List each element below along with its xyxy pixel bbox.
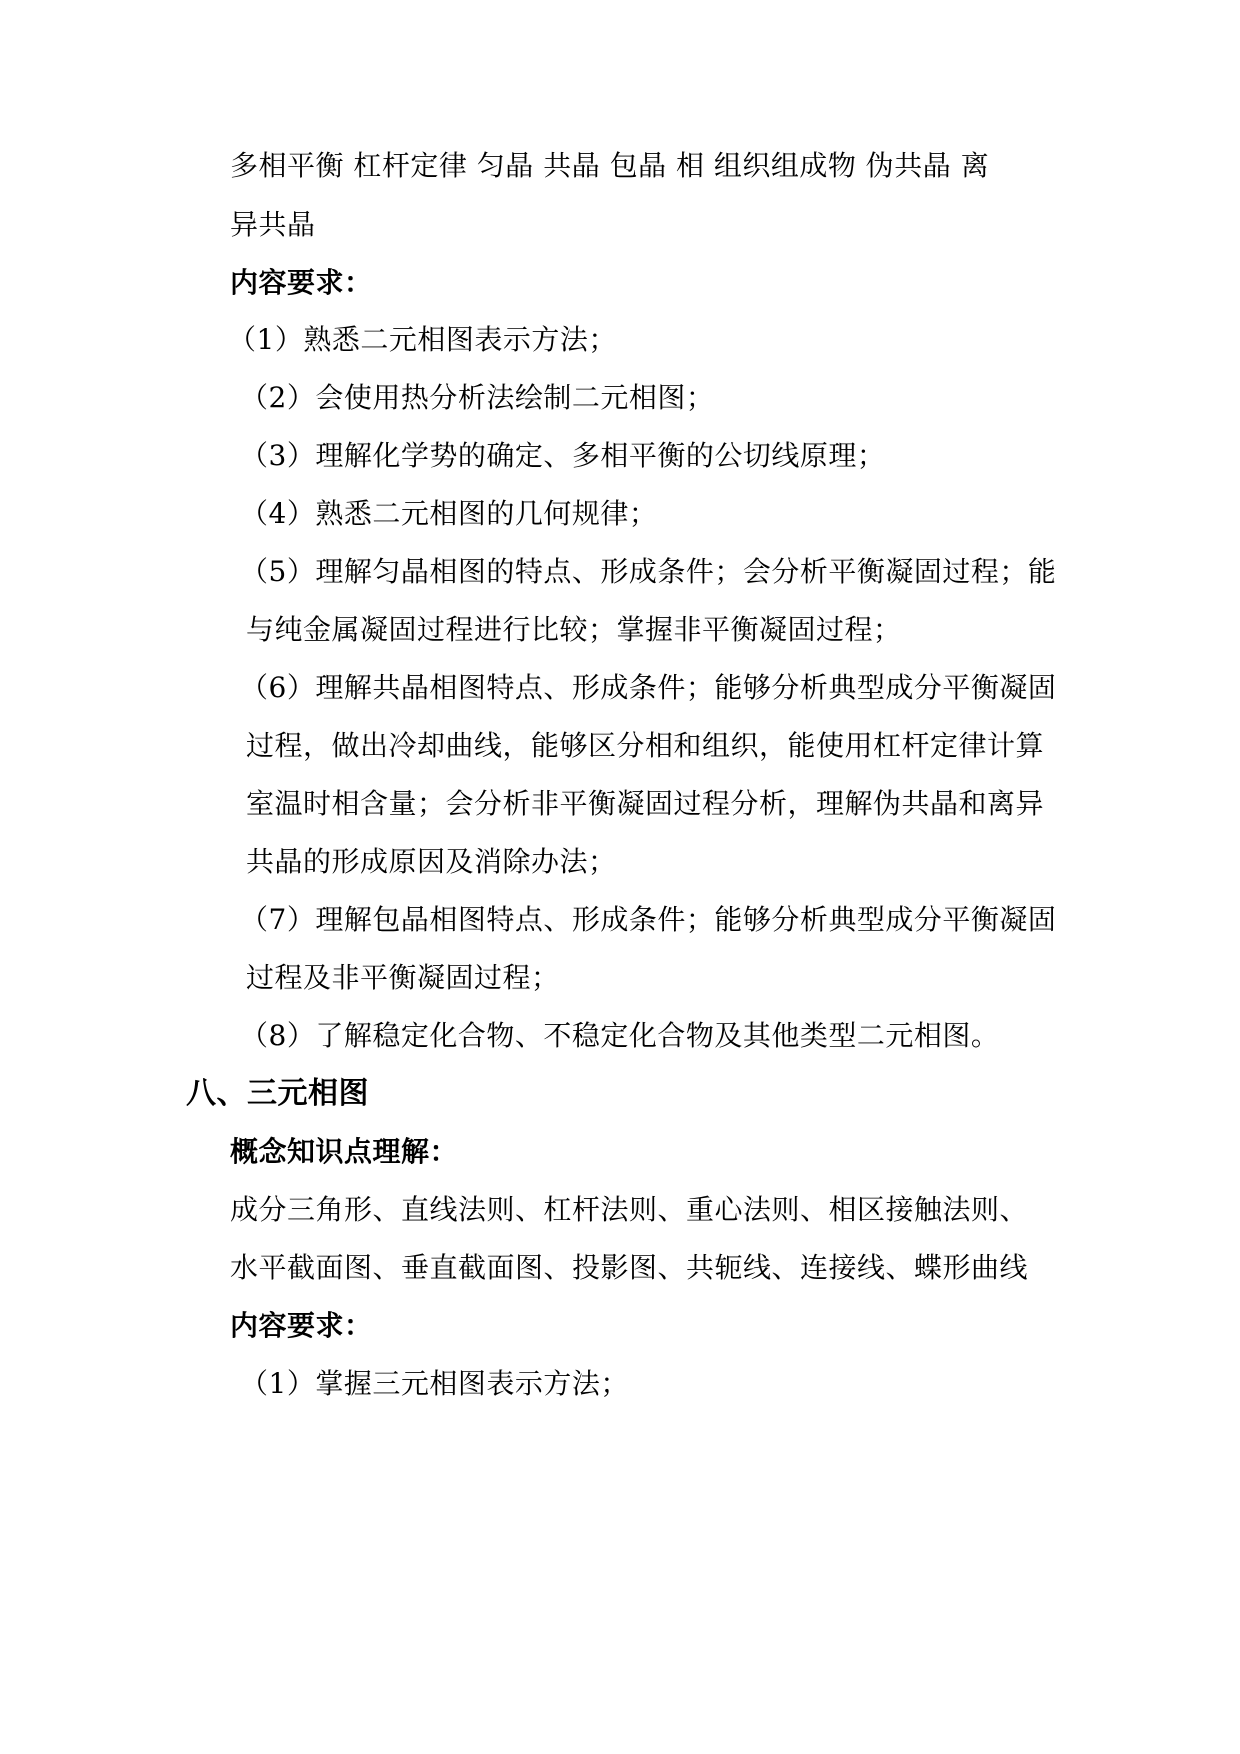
list-item: （3）理解化学势的确定、多相平衡的公切线原理； [240, 439, 886, 472]
list-item: （1）掌握三元相图表示方法； [240, 1367, 629, 1400]
list-item: 室温时相含量；会分析非平衡凝固过程分析，理解伪共晶和离异 [246, 787, 1045, 820]
section-title: 八、三元相图 [186, 1076, 369, 1111]
list-item: 与纯金属凝固过程进行比较；掌握非平衡凝固过程； [246, 613, 902, 646]
concepts-line: 成分三角形、直线法则、杠杆法则、重心法则、相区接触法则、 [230, 1193, 1029, 1226]
list-item: （7）理解包晶相图特点、形成条件；能够分析典型成分平衡凝固 [240, 903, 1057, 936]
concepts-line: 水平截面图、垂直截面图、投影图、共轭线、连接线、蝶形曲线 [230, 1251, 1029, 1284]
list-item: （1）熟悉二元相图表示方法； [228, 323, 617, 356]
list-item: 过程，做出冷却曲线，能够区分相和组织，能使用杠杆定律计算 [246, 729, 1045, 762]
content-heading: 内容要求： [230, 1309, 373, 1342]
list-item: 过程及非平衡凝固过程； [246, 961, 560, 994]
content-heading: 内容要求： [230, 266, 373, 299]
list-item: 共晶的形成原因及消除办法； [246, 845, 617, 878]
concept-heading: 概念知识点理解： [230, 1135, 459, 1168]
list-item: （4）熟悉二元相图的几何规律； [240, 497, 658, 530]
list-item: （5）理解匀晶相图的特点、形成条件；会分析平衡凝固过程；能 [240, 555, 1057, 588]
concepts-line: 多相平衡 杠杆定律 匀晶 共晶 包晶 相 组织组成物 伪共晶 离 [230, 149, 990, 182]
list-item: （6）理解共晶相图特点、形成条件；能够分析典型成分平衡凝固 [240, 671, 1057, 704]
list-item: （8）了解稳定化合物、不稳定化合物及其他类型二元相图。 [240, 1019, 1000, 1052]
concepts-line: 异共晶 [230, 208, 316, 241]
list-item: （2）会使用热分析法绘制二元相图； [240, 381, 715, 414]
